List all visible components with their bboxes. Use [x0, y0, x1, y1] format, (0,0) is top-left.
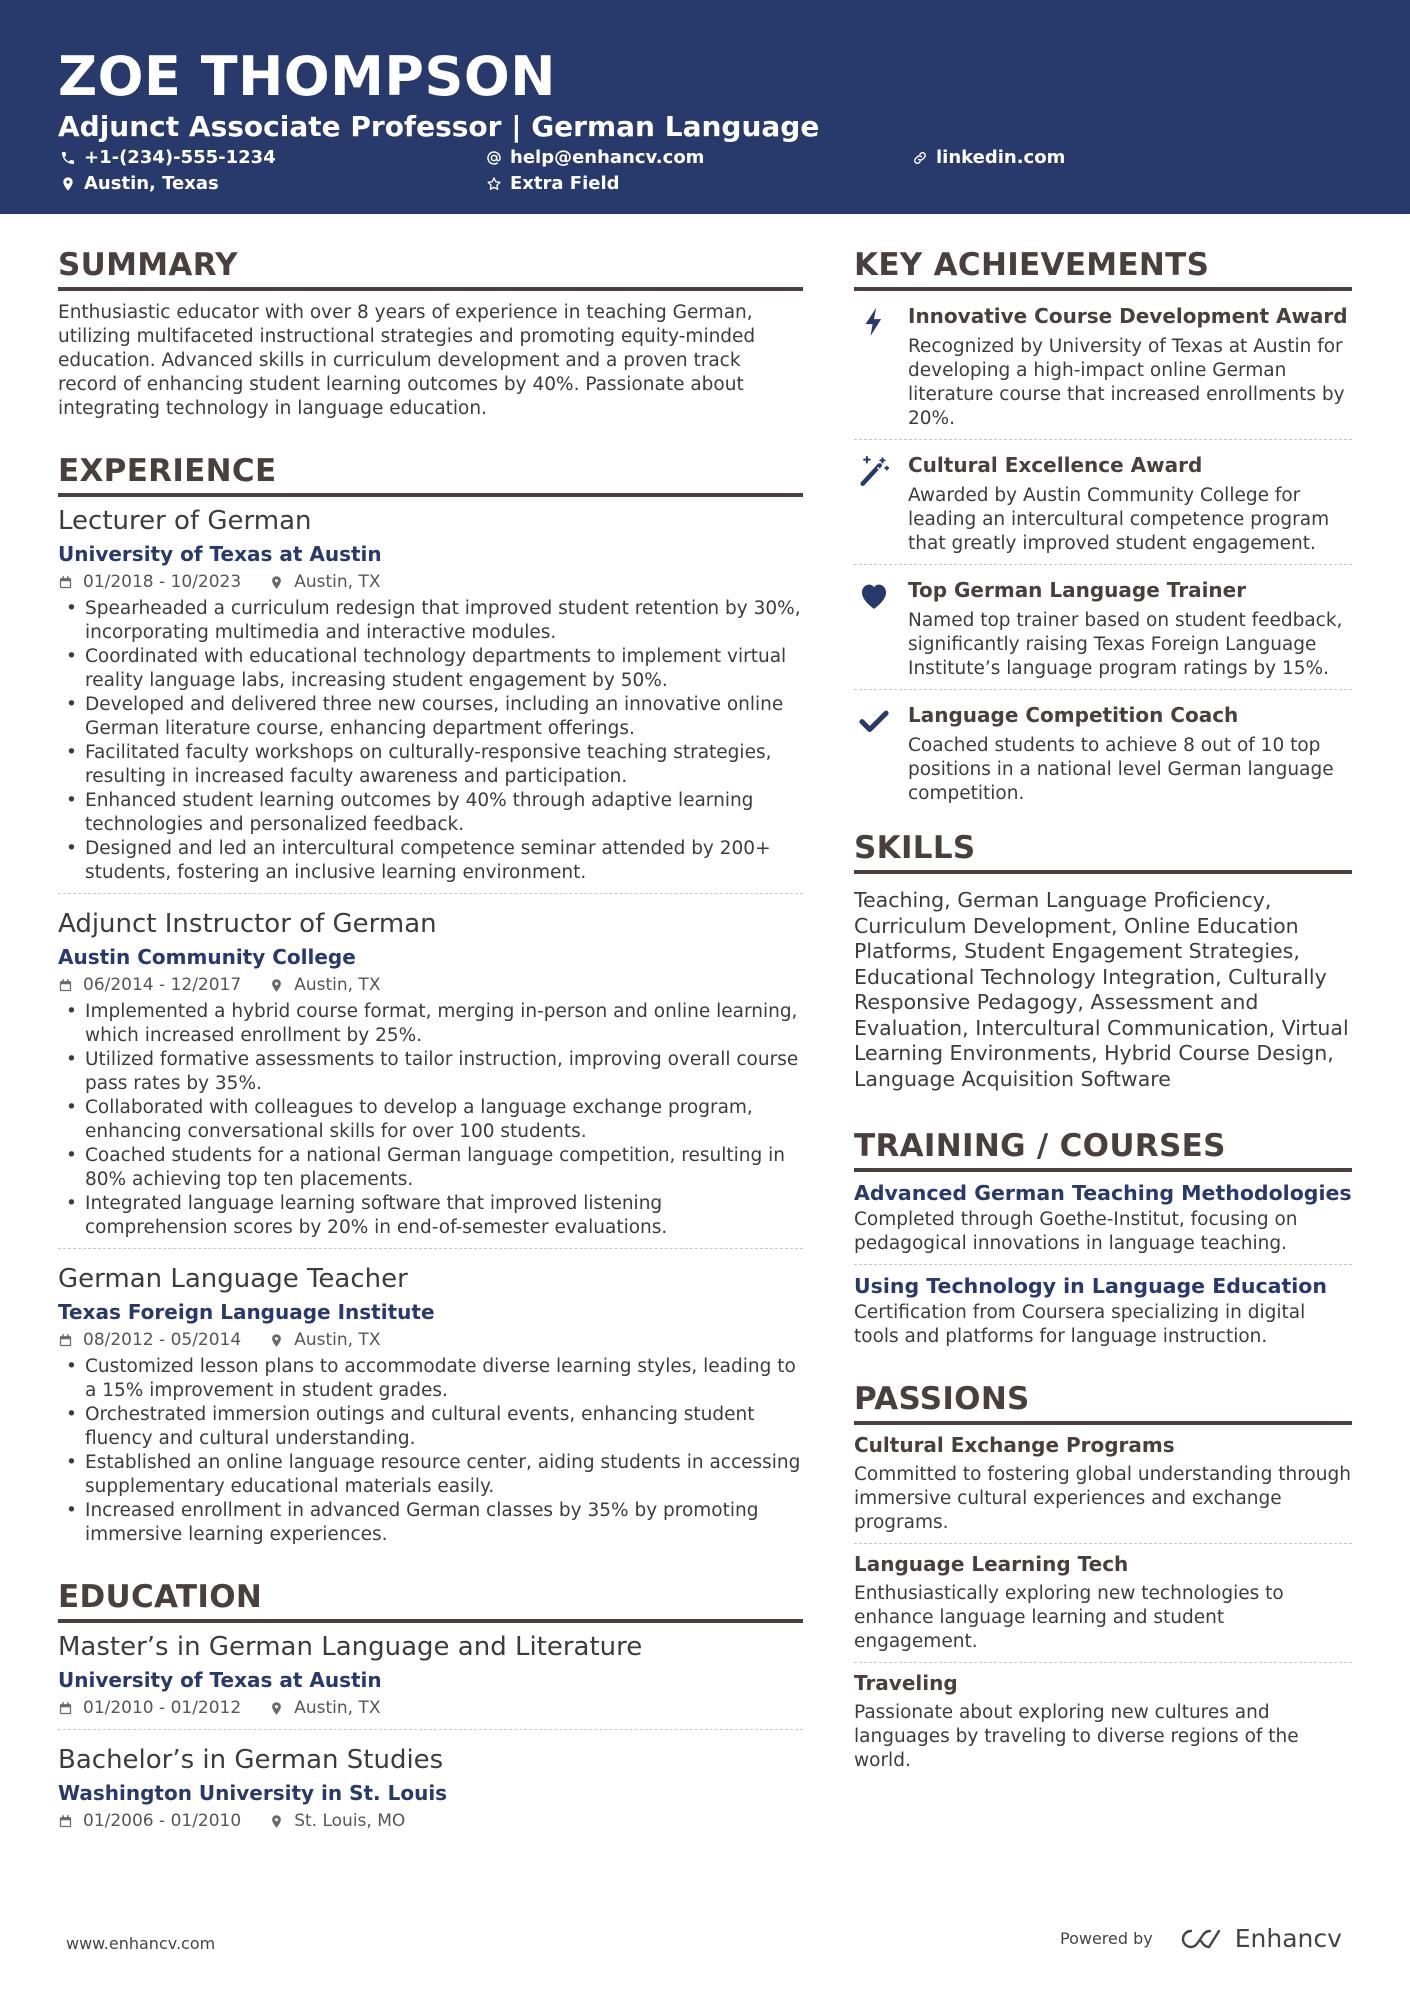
school-name: University of Texas at Austin	[58, 1668, 382, 1692]
passion-desc: Enthusiastically exploring new technologies to enhance language learning and student engagement.	[854, 1583, 1284, 1652]
passion-desc: Committed to fostering global understanding through immersive cultural experiences and exchange programs.	[854, 1464, 1351, 1533]
right-column	[854, 245, 1352, 1781]
training-heading: TRAINING / COURSES	[854, 1126, 1352, 1172]
degree-title: Bachelor’s in German Studies	[58, 1745, 444, 1775]
star-icon	[486, 176, 502, 192]
education-meta	[58, 1695, 803, 1721]
phone-icon	[60, 150, 76, 166]
job-bullets	[58, 1355, 803, 1547]
passion-item	[854, 1425, 1352, 1543]
employer-name: University of Texas at Austin	[58, 542, 382, 566]
footer-website[interactable]: www.enhancv.com	[66, 1934, 216, 1953]
bullet-item: • Established an online language resource center, aiding students in accessing supplementary educational materials easily.	[58, 1451, 803, 1499]
experience-heading: EXPERIENCE	[58, 451, 803, 497]
bullet-item: • Enhanced student learning outcomes by 40% through adaptive learning technologies and personalized feedback.	[58, 789, 803, 837]
job-bullets	[58, 597, 803, 885]
magic-wand-icon	[857, 454, 891, 488]
experience-item	[58, 893, 803, 1248]
calendar-icon	[58, 1333, 73, 1348]
education-dates: 01/2006 - 01/2010	[83, 1811, 242, 1831]
course-item	[854, 1172, 1352, 1264]
achievement-desc: Coached students to achieve 8 out of 10 top positions in a national level German language competition.	[908, 735, 1334, 804]
experience-item	[58, 503, 803, 893]
bullet-item: • Orchestrated immersion outings and cultural events, enhancing student fluency and cultural understanding.	[58, 1403, 803, 1451]
achievement-desc: Awarded by Austin Community College for leading an intercultural competence program that greatly improved student engagement.	[908, 485, 1330, 554]
job-location: Austin, TX	[294, 975, 381, 995]
job-dates: 08/2012 - 05/2014	[83, 1330, 242, 1350]
job-dates: 01/2018 - 10/2023	[83, 572, 242, 592]
passion-title: Traveling	[854, 1671, 958, 1695]
passion-title: Language Learning Tech	[854, 1552, 1129, 1576]
passions-heading: PASSIONS	[854, 1379, 1352, 1425]
achievement-title: Language Competition Coach	[908, 703, 1239, 727]
achievement-desc: Recognized by University of Texas at Austin for developing a high-impact online German literature course that increased enrollments by 20%.	[908, 336, 1345, 429]
summary-text: Enthusiastic educator with over 8 years of experience in teaching German, utilizing multifaceted instructional strategies and promoting equity-minded education. Advanced skills in curriculum development and a proven track record of enhancing student learning outcomes by 40%. Passionate about integrating technology in language education.	[58, 302, 756, 419]
contact-location	[60, 172, 219, 196]
achievement-title: Cultural Excellence Award	[908, 453, 1203, 477]
candidate-name: ZOE THOMPSON	[58, 45, 556, 108]
education-list	[58, 1629, 803, 1842]
contact-phone	[60, 146, 276, 170]
location-pin-icon	[269, 1333, 284, 1348]
at-sign-icon	[486, 150, 502, 166]
location-pin-icon	[269, 1814, 284, 1829]
bullet-item: • Designed and led an intercultural competence seminar attended by 200+ students, fostering an inclusive learning environment.	[58, 837, 803, 885]
location-pin-icon	[269, 575, 284, 590]
education-location: Austin, TX	[294, 1698, 381, 1718]
job-title: German Language Teacher	[58, 1264, 408, 1294]
bullet-item: • Collaborated with colleagues to develop a language exchange program, enhancing conversational skills for over 100 students.	[58, 1096, 803, 1144]
skills-text: Teaching, German Language Proficiency, Curriculum Development, Online Education Platforms, Student Engagement Strategies, Educational Technology Integration, Culturally Responsive Pedagogy, Assessment and Evaluation, Intercultural Communication, Virtual Learning Environments, Hybrid Course Design, Language Acquisition Software	[854, 888, 1349, 1091]
bullet-item: • Coached students for a national German language competition, resulting in 80% achieving top ten placements.	[58, 1144, 803, 1192]
education-dates: 01/2010 - 01/2012	[83, 1698, 242, 1718]
location-pin-icon	[269, 1701, 284, 1716]
candidate-headline: Adjunct Associate Professor | German Language	[58, 110, 820, 143]
achievement-desc: Named top trainer based on student feedback, significantly raising Texas Foreign Language Institute’s language program ratings by 15%.	[908, 610, 1343, 679]
calendar-icon	[58, 1814, 73, 1829]
bullet-item: • Implemented a hybrid course format, merging in-person and online learning, which increased enrollment by 25%.	[58, 1000, 803, 1048]
left-column	[58, 245, 803, 1842]
phone-text[interactable]: +1-(234)-555-1234	[84, 147, 276, 168]
skills-heading: SKILLS	[854, 828, 1352, 874]
bullet-item: • Integrated language learning software that improved listening comprehension scores by 20% in end-of-semester evaluations.	[58, 1192, 803, 1240]
passion-title: Cultural Exchange Programs	[854, 1433, 1175, 1457]
degree-title: Master’s in German Language and Literature	[58, 1632, 643, 1662]
employer-name: Texas Foreign Language Institute	[58, 1300, 435, 1324]
checkmark-icon	[857, 704, 891, 738]
lightning-icon	[857, 305, 891, 339]
job-dates: 06/2014 - 12/2017	[83, 975, 242, 995]
passion-item	[854, 1662, 1352, 1781]
achievement-title: Innovative Course Development Award	[908, 304, 1348, 328]
job-meta	[58, 972, 803, 998]
education-item	[58, 1729, 803, 1842]
contact-linkedin	[912, 146, 1065, 170]
powered-by-label: Powered by	[1060, 1929, 1153, 1948]
contact-email	[486, 146, 704, 170]
job-bullets	[58, 1000, 803, 1240]
footer-powered-by	[1060, 1924, 1342, 1953]
employer-name: Austin Community College	[58, 945, 356, 969]
bullet-item: • Customized lesson plans to accommodate diverse learning styles, leading to a 15% improvement in student grades.	[58, 1355, 803, 1403]
achievement-item	[854, 565, 1352, 690]
heart-icon	[857, 579, 891, 613]
enhancv-logo[interactable]	[1179, 1924, 1342, 1953]
job-location: Austin, TX	[294, 1330, 381, 1350]
training-list	[854, 1172, 1352, 1357]
calendar-icon	[58, 575, 73, 590]
achievement-item	[854, 291, 1352, 440]
bullet-item: • Utilized formative assessments to tailor instruction, improving overall course pass rates by 35%.	[58, 1048, 803, 1096]
calendar-icon	[58, 978, 73, 993]
linkedin-text[interactable]: linkedin.com	[936, 147, 1066, 168]
location-text: Austin, Texas	[84, 173, 219, 194]
calendar-icon	[58, 1701, 73, 1716]
education-item	[58, 1629, 803, 1729]
enhancv-logo-icon	[1179, 1927, 1225, 1951]
email-text[interactable]: help@enhancv.com	[510, 147, 705, 168]
achievement-item	[854, 440, 1352, 565]
course-desc: Certification from Coursera specializing in digital tools and platforms for language instruction.	[854, 1302, 1306, 1347]
course-item	[854, 1264, 1352, 1357]
course-desc: Completed through Goethe-Institut, focusing on pedagogical innovations in language teaching.	[854, 1209, 1298, 1254]
achievements-heading: KEY ACHIEVEMENTS	[854, 245, 1352, 291]
achievements-list	[854, 291, 1352, 814]
extra-field-text: Extra Field	[510, 173, 620, 194]
job-location: Austin, TX	[294, 572, 381, 592]
resume-header	[0, 0, 1410, 214]
education-location: St. Louis, MO	[294, 1811, 406, 1831]
passions-list	[854, 1425, 1352, 1781]
bullet-item: • Coordinated with educational technology departments to implement virtual reality language labs, increasing student engagement by 50%.	[58, 645, 803, 693]
brand-name: Enhancv	[1234, 1924, 1342, 1953]
job-meta	[58, 1327, 803, 1353]
location-pin-icon	[269, 978, 284, 993]
bullet-item: • Spearheaded a curriculum redesign that improved student retention by 30%, incorporating multimedia and interactive modules.	[58, 597, 803, 645]
link-icon	[912, 150, 928, 166]
education-heading: EDUCATION	[58, 1577, 803, 1623]
experience-item	[58, 1248, 803, 1555]
contact-extra	[486, 172, 620, 196]
job-title: Lecturer of German	[58, 506, 312, 536]
bullet-item: • Increased enrollment in advanced German classes by 35% by promoting immersive learning experiences.	[58, 1499, 803, 1547]
course-title: Advanced German Teaching Methodologies	[854, 1181, 1352, 1205]
passion-desc: Passionate about exploring new cultures and languages by traveling to diverse regions of the world.	[854, 1702, 1299, 1771]
summary-heading: SUMMARY	[58, 245, 803, 291]
passion-item	[854, 1543, 1352, 1662]
bullet-item: • Developed and delivered three new courses, including an innovative online German literature course, enhancing department offerings.	[58, 693, 803, 741]
achievement-item	[854, 690, 1352, 814]
school-name: Washington University in St. Louis	[58, 1781, 448, 1805]
job-title: Adjunct Instructor of German	[58, 909, 437, 939]
education-meta	[58, 1808, 803, 1834]
location-pin-icon	[60, 176, 76, 192]
job-meta	[58, 569, 803, 595]
bullet-item: • Facilitated faculty workshops on culturally-responsive teaching strategies, resulting in increased faculty awareness and participation.	[58, 741, 803, 789]
achievement-title: Top German Language Trainer	[908, 578, 1247, 602]
course-title: Using Technology in Language Education	[854, 1274, 1327, 1298]
experience-list	[58, 503, 803, 1555]
